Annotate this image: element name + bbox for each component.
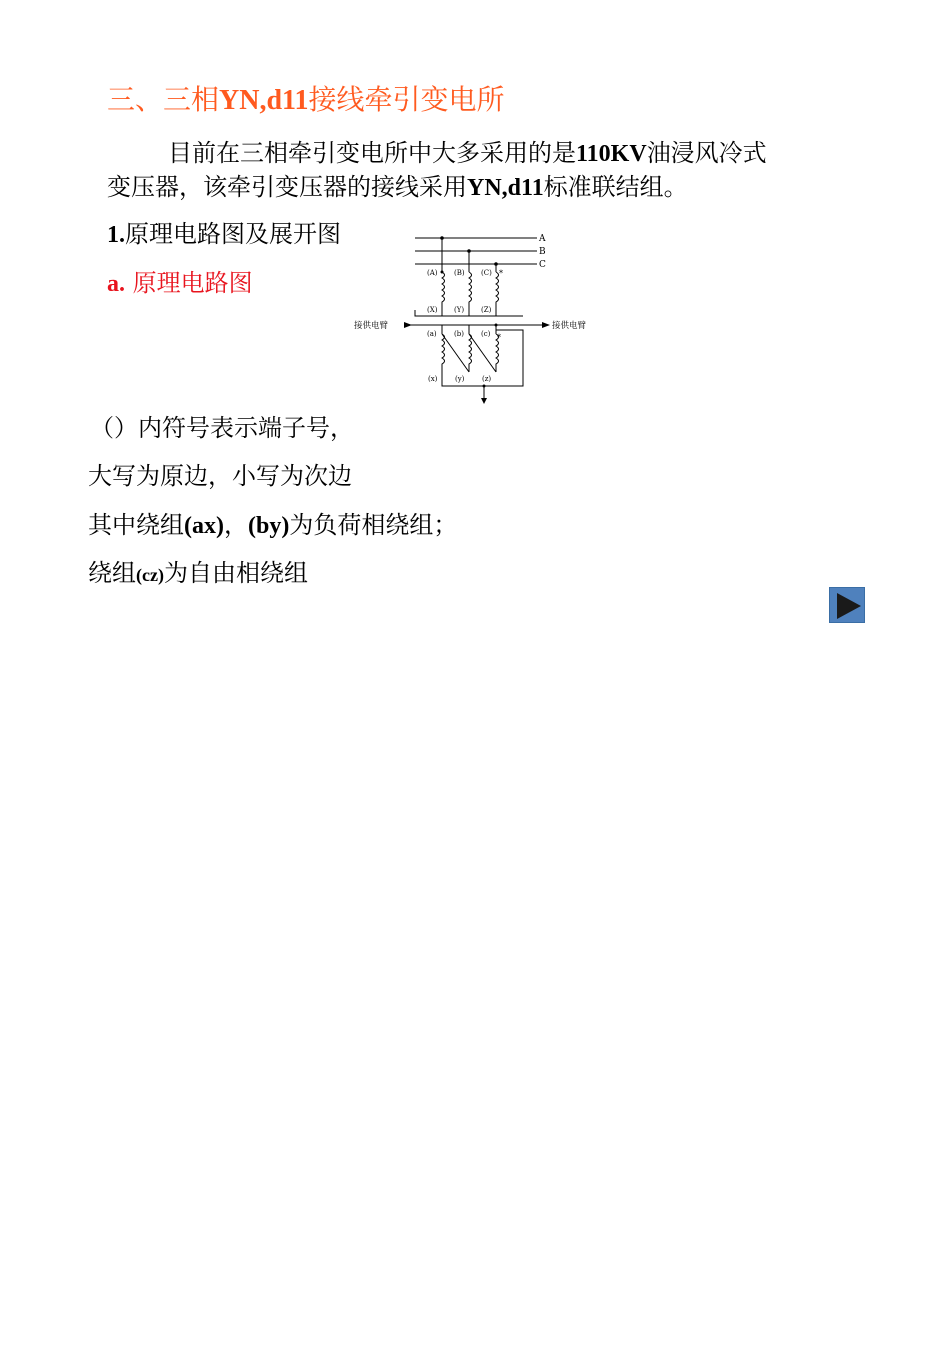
bus-label-b: B xyxy=(539,247,546,257)
terminal-label: (y) xyxy=(455,375,465,383)
terminal-label: (X) xyxy=(427,306,438,314)
terminal-label: (z) xyxy=(482,375,492,383)
circuit-diagram xyxy=(352,226,612,408)
terminal-label: (x) xyxy=(428,375,438,383)
bus-label-a: A xyxy=(539,234,546,244)
intro-line-1: 目前在三相牵引变电所中大多采用的是110KV油浸风冷式 xyxy=(168,139,767,167)
terminal-label: (a) xyxy=(427,330,437,338)
terminal-label: (Y) xyxy=(454,306,465,314)
note-free-winding: 绕组(cz)为自由相绕组 xyxy=(88,559,308,587)
terminal-label: (C) xyxy=(481,269,492,277)
feeder-label-left: 接供电臂 xyxy=(354,321,389,331)
feeder-label-right: 接供电臂 xyxy=(552,321,587,331)
terminal-label: (Z) xyxy=(481,306,492,314)
polarity-mark: * xyxy=(499,269,503,278)
section-heading: 1.原理电路图及展开图 xyxy=(107,220,341,248)
terminal-label: (A) xyxy=(427,269,438,277)
intro-line-2: 变压器，该牵引变压器的接线采用YN,d11标准联结组。 xyxy=(107,173,688,201)
note-terminal-symbols: （）内符号表示端子号， xyxy=(90,414,354,442)
page-title: 三、三相YN,d11接线牵引变电所 xyxy=(107,83,505,116)
terminal-label: (B) xyxy=(454,269,465,277)
note-case: 大写为原边，小写为次边 xyxy=(88,462,352,490)
subsection-heading: a. 原理电路图 xyxy=(107,269,253,297)
polarity-mark: * xyxy=(497,333,501,342)
next-slide-button[interactable] xyxy=(829,587,865,623)
terminal-label: (c) xyxy=(481,330,491,338)
note-load-windings: 其中绕组(ax)，(by)为负荷相绕组； xyxy=(88,511,458,539)
bus-label-c: C xyxy=(539,260,546,270)
terminal-label: (b) xyxy=(454,330,464,338)
play-triangle-icon xyxy=(830,588,866,624)
